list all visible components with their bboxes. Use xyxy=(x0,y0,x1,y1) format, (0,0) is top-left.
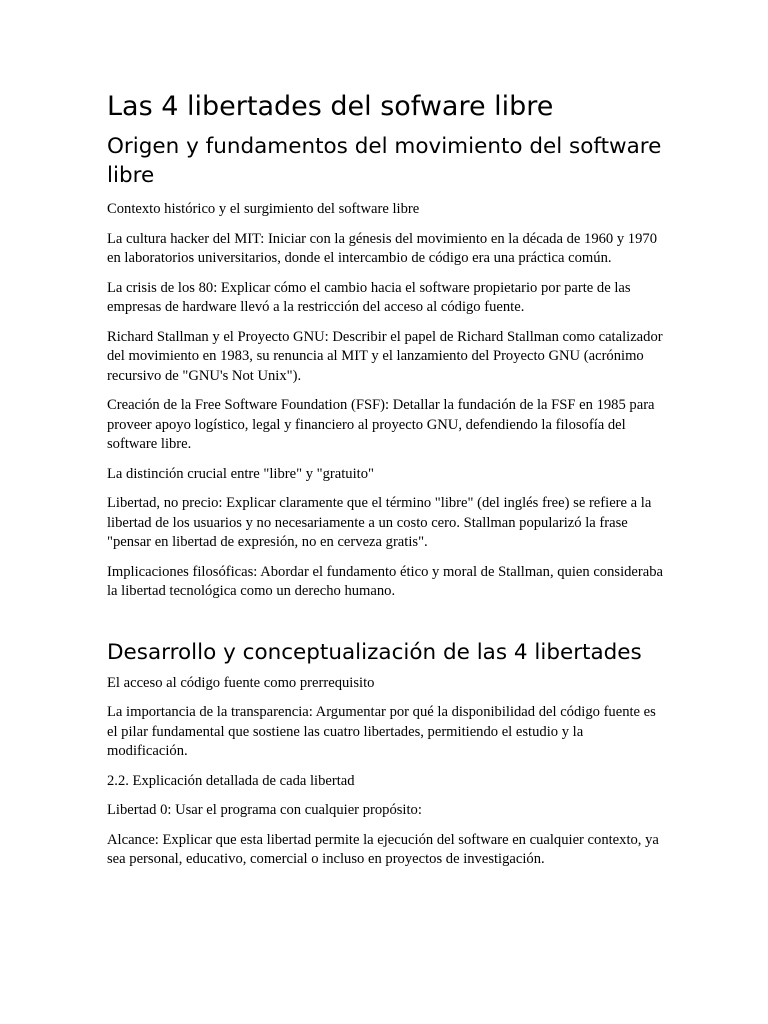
paragraph: La crisis de los 80: Explicar cómo el cambio hacia el software propietario por parte de las empresas de hardware llevó a la restricción del acceso al código fuente. xyxy=(107,279,631,315)
document-page xyxy=(107,88,667,880)
paragraph: Libertad 0: Usar el programa con cualquier propósito: xyxy=(107,802,422,818)
paragraph: Alcance: Explicar que esta libertad permite la ejecución del software en cualquier contexto, ya sea personal, educativo, comercial o incluso en proyectos de investigación. xyxy=(107,831,659,867)
paragraph: Contexto histórico y el surgimiento del software libre xyxy=(107,201,420,217)
document-title: Las 4 libertades del sofware libre xyxy=(107,91,554,122)
paragraph: Implicaciones filosóficas: Abordar el fundamento ético y moral de Stallman, quien consideraba la libertad tecnológica como un derecho humano. xyxy=(107,563,664,599)
paragraph: La cultura hacker del MIT: Iniciar con la génesis del movimiento en la década de 1960 y 1970 en laboratorios universitarios, donde el intercambio de código era una práctica común. xyxy=(107,230,657,266)
paragraph: La importancia de la transparencia: Argumentar por qué la disponibilidad del código fuente es el pilar fundamental que sostiene las cuatro libertades, permitiendo el estudio y la modificación. xyxy=(107,704,656,759)
paragraph: Libertad, no precio: Explicar claramente que el término "libre" (del inglés free) se refiere a la libertad de los usuarios y no necesariamente a un costo cero. Stallman popularizó la frase "pensar en libertad de expresión, no en cerveza gratis". xyxy=(107,495,652,550)
section-heading-origen: Origen y fundamentos del movimiento del software libre xyxy=(107,134,662,188)
section-heading-desarrollo: Desarrollo y conceptualización de las 4 libertades xyxy=(107,639,642,665)
paragraph: Richard Stallman y el Proyecto GNU: Describir el papel de Richard Stallman como catalizador del movimiento en 1983, su renuncia al MIT y el lanzamiento del Proyecto GNU (acrónimo recursivo de "GNU's Not Unix"). xyxy=(107,328,663,384)
paragraph: El acceso al código fuente como prerrequisito xyxy=(107,674,375,691)
paragraph: Creación de la Free Software Foundation (FSF): Detallar la fundación de la FSF en 1985 para proveer apoyo logístico, legal y financiero al proyecto GNU, defendiendo la filosofía del software libre. xyxy=(107,397,655,452)
paragraph: La distinción crucial entre "libre" y "gratuito" xyxy=(107,465,374,482)
paragraph: 2.2. Explicación detallada de cada libertad xyxy=(107,772,355,789)
